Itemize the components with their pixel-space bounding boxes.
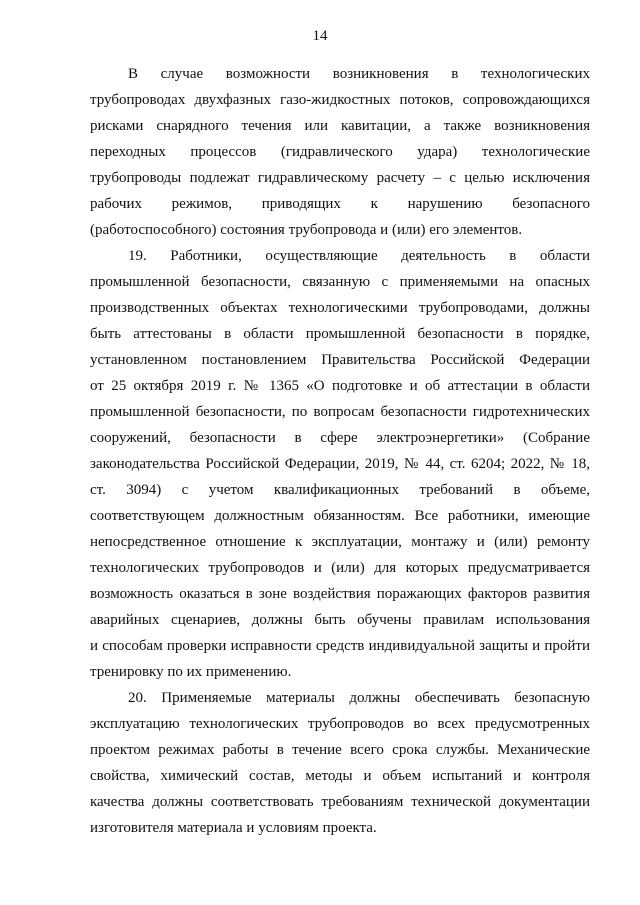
page-number: 14 bbox=[312, 28, 328, 44]
text-line: эксплуатацию технологических трубопроводов во всех предусмотренных bbox=[90, 716, 590, 732]
text-line: соответствующем должностным обязанностям. Все работники, имеющие bbox=[90, 508, 590, 524]
text-line: сооружений, безопасности в сфере электроэнергетики» (Собрание bbox=[90, 430, 590, 446]
text-line: аварийных сценариев, должны быть обучены правилам использования bbox=[90, 612, 590, 628]
text-line: проектом режимах работы в течение всего срока службы. Механические bbox=[90, 742, 590, 758]
text-line: рабочих режимов, приводящих к нарушению безопасного bbox=[90, 196, 590, 212]
text-line: трубопроводах двухфазных газо-жидкостных потоков, сопровождающихся bbox=[90, 92, 590, 108]
text-line: промышленной безопасности, связанную с применяемыми на опасных bbox=[90, 274, 590, 290]
text-line: 20. Применяемые материалы должны обеспечивать безопасную bbox=[128, 690, 590, 706]
text-line: возможность оказаться в зоне воздействия поражающих факторов развития bbox=[90, 586, 590, 602]
text-line: рисками снарядного течения или кавитации, а также возникновения bbox=[90, 118, 590, 134]
text-line: установленном постановлением Правительства Российской Федерации bbox=[90, 352, 590, 368]
text-line: производственных объектах технологическими трубопроводами, должны bbox=[90, 300, 590, 316]
text-line: промышленной безопасности, по вопросам безопасности гидротехнических bbox=[90, 404, 590, 420]
text-line: быть аттестованы в области промышленной безопасности в порядке, bbox=[90, 326, 590, 342]
text-line: изготовителя материала и условиям проекта. bbox=[90, 820, 377, 836]
text-line: трубопроводы подлежат гидравлическому расчету – с целью исключения bbox=[90, 170, 590, 186]
text-line: и способам проверки исправности средств индивидуальной защиты и пройти bbox=[90, 638, 590, 654]
text-line: качества должны соответствовать требованиям технической документации bbox=[90, 794, 590, 810]
text-line: технологических трубопроводов и (или) для которых предусматривается bbox=[90, 560, 590, 576]
text-line: (работоспособного) состояния трубопровода и (или) его элементов. bbox=[90, 222, 523, 238]
text-line: законодательства Российской Федерации, 2019, № 44, ст. 6204; 2022, № 18, bbox=[90, 456, 590, 472]
text-line: тренировку по их применению. bbox=[90, 664, 292, 680]
text-line: 19. Работники, осуществляющие деятельность в области bbox=[128, 248, 590, 264]
text-line: свойства, химический состав, методы и объем испытаний и контроля bbox=[90, 768, 590, 784]
text-line: ст. 3094) с учетом квалификационных требований в объеме, bbox=[90, 482, 590, 498]
text-line: переходных процессов (гидравлического удара) технологические bbox=[90, 144, 590, 160]
text-line: от 25 октября 2019 г. № 1365 «О подготовке и об аттестации в области bbox=[90, 378, 590, 394]
text-line: непосредственное отношение к эксплуатации, монтажу и (или) ремонту bbox=[90, 534, 590, 550]
text-line: В случае возможности возникновения в технологических bbox=[128, 66, 590, 82]
